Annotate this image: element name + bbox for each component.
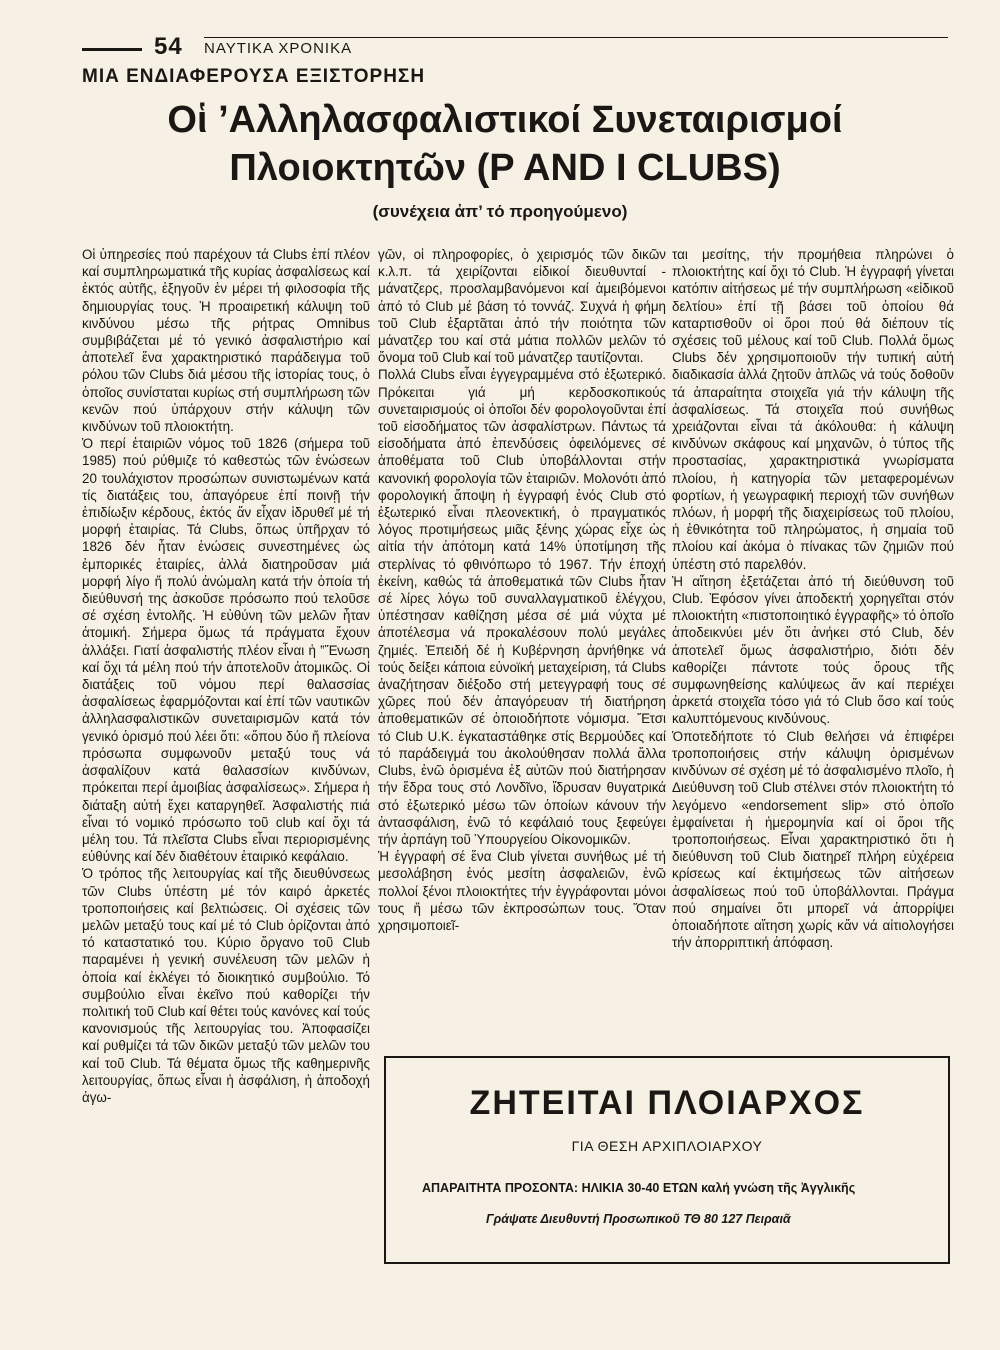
header-rule: [204, 37, 948, 38]
paragraph: Ὁ περί ἑταιριῶν νόμος τοῦ 1826 (σήμερα τοῦ 1985) πού ρύθμιζε τό καθεστώς τῶν ἑνώσεων 20 τουλάχιστον προσώπων συνιστωμένων κατά τίς διατάξεις του, ἀπαγόρευε ἐπί ποινῇ τήν ἐπιδίωξιν κέρδους, ἐκτός ἄν εἶχαν ἱδρυθεῖ μέ τή μορφή ἑταιρίας. Τά Clubs, ὅπως ὑπῆρχαν τό 1826 δέν ἦταν ἑνώσεις συνεστημένες ὡς ἐμπορικές ἑταιρίες, ἀλλά διατηροῦσαν μιά μορφή λίγο ἤ πολύ ἀνώμαλη κατά τήν ὁποία τή διεύθυνσή της ἀσκοῦσε πρόσωπο πού τελοῦσε σέ σχέση ἐντολῆς. Ἡ εὐθύνη τῶν μελῶν ἦταν ἀτομική. Σήμερα ὅμως τά πράγματα ἔχουν ἀλλάξει. Γιατί ἀσφαλιστής πλέον εἶναι ἡ ‟Ἕνωση καί ὄχι τά μέλη πού τήν ἀποτελοῦν ἀτομικῶς. Οἱ διατάξεις τοῦ νόμου περί θαλασσίας ἀσφαλίσεως ἐφαρμόζονται καί ἐπί τῶν ναυτικῶν ἀλληλασφαλιστικῶν συνεταιρισμῶν κατά τόν γενικό ὁρισμό πού λέει ὅτι: «ὅπου δύο ἤ πλείονα πρόσωπα συμφωνοῦν μεταξύ τους νά ἀσφαλίζουν κατά θαλασσίων κινδύνων, πρόκειται περί ἀμοιβίας ἀσφαλίσεως». Σήμερα ἡ διάταξη αὐτή ἔχει καταργηθεῖ. Ἀσφαλιστής πιά εἶναι τό νομικό πρόσωπο τοῦ club καί ὄχι τά μέλη του. Τά πλεῖστα Clubs εἶναι περιορισμένης εὐθύνης καί δέν διαθέτουν ἑταιρικό κεφάλαιο.: [82, 436, 370, 865]
advert-headline: ΖΗΤΕΙΤΑΙ ΠΛΟΙΑΡΧΟΣ: [469, 1084, 865, 1122]
job-advert-box: [384, 1056, 950, 1264]
text-column-3: [672, 246, 954, 951]
paragraph: Ἡ ἐγγραφή σέ ἕνα Club γίνεται συνήθως μέ τή μεσολάβηση ἑνός μεσίτη ἀσφαλειῶν, ἐνῶ πολλοί ξένοι πλοιοκτήτες τήν ἐγγράφονται μόνοι τους ἤ μέσω τῶν ἐκπροσώπων τους. Ὅταν χρησιμοποιεῖ-: [378, 849, 666, 933]
paragraph: Ὁ τρόπος τῆς λειτουργίας καί τῆς διευθύνσεως τῶν Clubs ὑπέστη μέ τόν καιρό ἀρκετές τροποποιήσεις καί βελτιώσεις. Οἱ σχέσεις τῶν μελῶν μεταξύ τους καί μέ τό Club ὁρίζονται ἀπό τό καταστατικό του. Κύριο ὄργανο τοῦ Club παραμένει ἡ γενική συνέλευση τῶν μελῶν ἡ ὁποία καί ἐκλέγει τό διοικητικό συμβούλιο. Τό συμβούλιο εἶναι ἐκεῖνο πού καθορίζει τήν πολιτική τοῦ Club καί θέτει τούς κανόνες καί τούς κανονισμούς τῆς λειτουργίας του. Ἀποφασίζει καί ρυθμίζει τά τῶν δικῶν μεταξύ τῶν μελῶν του καί τοῦ Club. Τά θέματα ὅμως τῆς καθημερινῆς λειτουργίας, ὅπως εἶναι ἡ ἀσφάλιση, ἡ ἀποδοχή ἀγω-: [82, 866, 370, 1105]
article-title-line: Οἱ ’Αλληλασφαλιστικοί Συνεταιρισμοί: [167, 99, 843, 141]
advert-subhead: ΓΙΑ ΘΕΣΗ ΑΡΧΙΠΛΟΙΑΡΧΟΥ: [571, 1138, 763, 1154]
paragraph: Ἡ αἴτηση ἐξετάζεται ἀπό τή διεύθυνση τοῦ Club. Ἐφόσον γίνει ἀποδεκτή χορηγεῖται στόν πλοιοκτήτη «πιστοποιητικό ἐγγραφῆς» τό ὁποῖο ἀποδεικνύει μέν ὅτι ἀνήκει στό Club, δέν ἀποτελεῖ ὅμως ἀσφαλιστήριο, διότι δέν καθορίζει πάντοτε τούς ὅρους τῆς συμφωνηθείσης καλύψεως ἄν καί περιέχει ἀρκετά στοιχεῖα τόσο γιά τό Club ὅσο καί τούς καλυπτόμενους κινδύνους.: [672, 573, 954, 727]
article-title-line: Πλοιοκτητῶν (P AND I CLUBS): [229, 147, 781, 189]
text-column-2: [378, 246, 666, 934]
paragraph: Ὁποτεδήποτε τό Club θελήσει νά ἐπιφέρει τροποποιήσεις στήν κάλυψη ὁρισμένων κινδύνων σέ σχέση μέ τό ἀσφαλισμένο πλοῖο, ἡ Διεύθυνση τοῦ Club στέλνει στόν πλοιοκτήτη τό λεγόμενο «endorsement slip» στό ὁποῖο ἐμφαίνεται ἡ ἡμερομηνία καί οἱ ὅροι τῆς τροποποιήσεως. Εἶναι χαρακτηριστικό ὅτι ἡ διεύθυνση τοῦ Club διατηρεῖ πλήρη εὐχέρεια κρίσεως καί ἐκτιμήσεως τῶν αἰτήσεων ἀσφαλίσεως πού τοῦ ὑποβάλλονται. Πράγμα πού σημαίνει ὅτι μπορεῖ νά ἀπορρίψει ὁποιαδήποτε αἴτηση χωρίς κἄν νά αἰτιολογήσει τήν ἀπορριπτική ἀπόφαση.: [672, 728, 954, 951]
text-column-1: [82, 246, 370, 1106]
page-number: 54: [154, 33, 183, 60]
paragraph: γῶν, οἱ πληροφορίες, ὁ χειρισμός τῶν δικῶν κ.λ.π. τά χειρίζονται εἰδικοί διευθυνταί - μάνατζερς, προσλαμβανόμενοι καί ἀμειβόμενοι ἀπό τό Club μέ βάση τό τοννάζ. Συχνά ἡ φήμη τοῦ Club ἐξαρτᾶται ἀπό τήν ποιότητα τῶν μάνατζερ του καί στά μάτια πολλῶν μελῶν τό ὄνομα τοῦ Club καί τοῦ μάνατζερ ταυτίζονται.: [378, 247, 666, 366]
paragraph: ται μεσίτης, τήν προμήθεια πληρώνει ὁ πλοιοκτήτης καί ὄχι τό Club. Ἡ ἐγγραφή γίνεται κατόπιν αἰτήσεως μέ τήν συμπλήρωση «εἰδικοῦ δελτίου» ἐπί τῇ βάσει τοῦ ὁποίου θά καταρτισθοῦν οἱ ὅροι πού θά διέπουν τίς σχέσεις τοῦ μέλους καί τοῦ Club. Πολλά ὅμως Clubs δέν χρησιμοποιοῦν τήν τυπική αὐτή διαδικασία ἀλλά ζητοῦν ἁπλῶς νά τούς δοθοῦν τά ἀπαραίτητα στοιχεῖα γιά τήν κάλυψη τῆς ἀσφαλίσεως. Τά στοιχεῖα πού συνήθως χρειάζονται εἶναι τά ἀκόλουθα: ἡ κάλυψη κινδύνων σκάφους καί μηχανῶν, ὁ τύπος τῆς προστασίας, χαρακτηριστικά γνωρίσματα πλοίου, ἡ κατηγορία τῶν μεταφερομένων φορτίων, ἡ γεωγραφική περιοχή τῶν συνήθων πλόων, ἡ μορφή τῆς διαχειρίσεως τοῦ πλοίου, ἡ ἐθνικότητα τοῦ πληρώματος, ἡ σημαία τοῦ πλοίου καί ἀκόμα ὁ πίνακας τῶν ζημιῶν πού ὑπέστη στό παρελθόν.: [672, 247, 954, 572]
advert-requirements: ΑΠΑΡΑΙΤΗΤΑ ΠΡΟΣΟΝΤΑ: ΗΛΙΚΙΑ 30-40 ΕΤΩΝ καλή γνώση τῆς Ἀγγλικῆς: [422, 1181, 856, 1195]
article-title: [110, 96, 900, 192]
article-kicker: ΜΙΑ ΕΝΔΙΑΦΕΡΟΥΣΑ ΕΞΙΣΤΟΡΗΣΗ: [82, 66, 426, 87]
paragraph: Οἱ ὑπηρεσίες πού παρέχουν τά Clubs ἐπί πλέον καί συμπληρωματικά τῆς κυρίας ἀσφαλίσεως καί ἐκτός αὐτῆς, ἐξηγοῦν ἐν μέρει τή φιλοσοφία τῆς δημιουργίας τους. Ἡ προαιρετική κάλυψη τοῦ κινδύνου μέσω τῆς ρήτρας Omnibus συμβιβάζεται μέ τό γενικό ἀσφαλιστήριο καί ἀποτελεῖ ἕνα χαρακτηριστικό παράδειγμα τοῦ ρόλου τῶν Clubs διά μέσου τῆς ἱστορίας τους, ὁ ὁποῖος συνίσταται κυρίως στή συμπλήρωση τῶν κενῶν πού ὑπάρχουν στήν κάλυψη τῶν κινδύνων τοῦ πλοιοκτήτη.: [82, 247, 370, 435]
header-rule: [82, 48, 142, 51]
article-subtitle: (συνέχεια ἀπ’ τό προηγούμενο): [372, 202, 628, 221]
advert-contact: Γράψατε Διευθυντή Προσωπικοῦ ΤΘ 80 127 Πειραιᾶ: [486, 1212, 791, 1226]
magazine-name: ΝΑΥΤΙΚΑ ΧΡΟΝΙΚΑ: [204, 40, 353, 57]
paragraph: Πολλά Clubs εἶναι ἐγγεγραμμένα στό ἐξωτερικό. Πρόκειται γιά μή κερδοσκοπικούς συνεταιρισμούς οἱ ὁποῖοι δέν φορολογοῦνται ἐπί τοῦ εἰσοδήματος τῶν ἀσφαλίστρων. Πάντως τά εἰσοδήματα ἀπό ἐπενδύσεις ὀφειλόμενες σέ ἀποθέματα τοῦ Club ὑποβάλλονται στήν κανονική φορολογία τῶν ἑταιριῶν. Μολονότι ἀπό φορολογική ἄποψη ἡ ἐγγραφή ἑνός Club στό ἐξωτερικό εἶναι πλεονεκτική, ὁ πραγματικός λόγος προτιμήσεως μιᾶς ξένης χώρας εἶχε ὡς αἰτία τήν ἀπότομη κατά 14% ὑποτίμηση τῆς στερλίνας τό φθινόπωρο τό 1967. Τήν ἐποχή ἐκείνη, καθώς τά ἀποθεματικά τῶν Clubs ἦταν σέ λίρες λόγω τοῦ συναλλαγματικοῦ ἐλέγχου, ὑπέστησαν καθίζηση μέσα σέ μιά νύχτα μέ ἀποτέλεσμα νά προκαλέσουν πολύ μεγάλες ζημιές. Ἐπειδή δέ ἡ Κυβέρνηση ἀρνήθηκε νά τούς δείξει κάποια εὐνοϊκή μεταχείριση, τά Clubs ἀναζήτησαν διέξοδο στή μετεγγραφή τους σέ χῶρες πού δέν ἀπαγόρευαν τή διατήρηση ἀποθεματικῶν σέ ὁποιοδήποτε νόμισμα. Ἔτσι τό Club U.K. ἐγκαταστάθηκε στίς Βερμούδες καί τό παράδειγμά του ἀκολούθησαν πολλά ἄλλα Clubs, ἐνῶ ὁρισμένα ἐξ αὐτῶν πού διατήρησαν τήν ἕδρα τους στό Λονδῖνο, ἵδρυσαν θυγατρικά στό ἐξωτερικό μέσω τῶν ὁποίων κάνουν τήν ἀντασφάλιση, ἐνῶ τό κεφάλαιό τους ξεφεύγει τήν ἀρπάγη τοῦ Ὑπουργείου Οἰκονομικῶν.: [378, 367, 666, 847]
